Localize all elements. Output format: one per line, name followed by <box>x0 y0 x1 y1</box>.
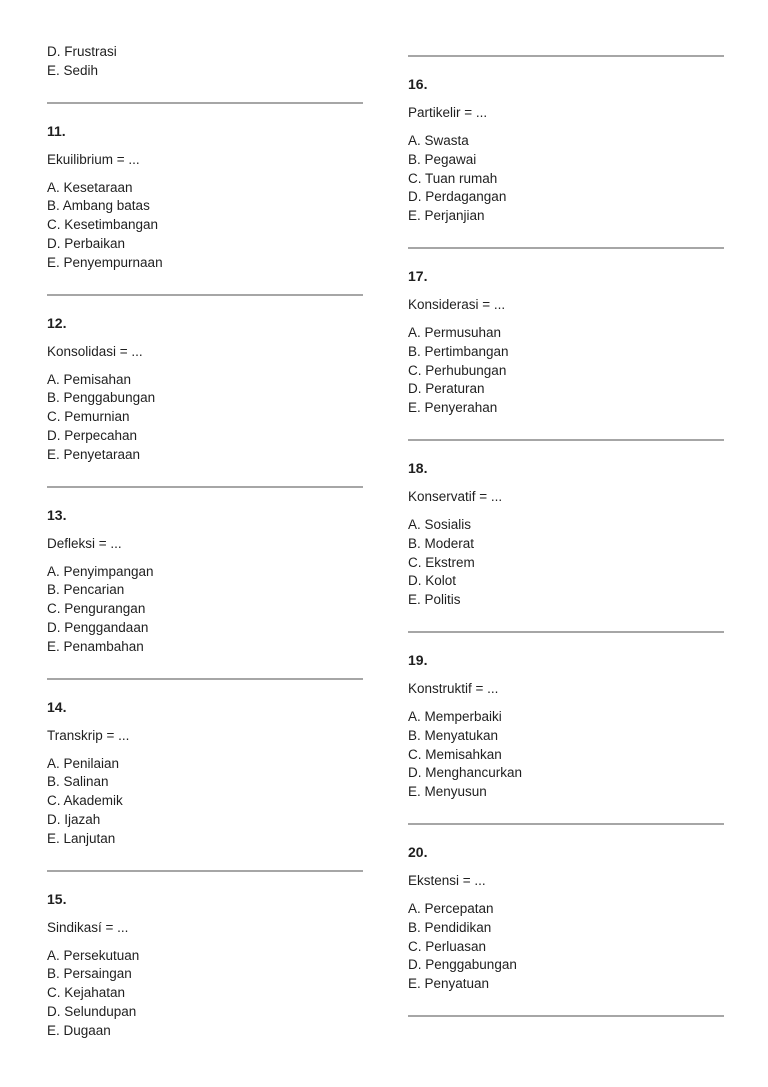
question-separator <box>47 678 363 680</box>
question-block <box>408 267 724 418</box>
question-prompt: Konservatif = ... <box>408 488 503 504</box>
column-right <box>408 43 724 1035</box>
question-number: 17. <box>408 267 428 284</box>
option-item: A. Pemisahan <box>47 371 132 387</box>
question-block <box>408 651 724 802</box>
question-separator <box>408 823 724 825</box>
option-item: B. Pencarian <box>47 582 125 598</box>
question-number: 13. <box>47 506 67 523</box>
option-item: C. Ekstrem <box>408 554 475 570</box>
option-item: B. Menyatukan <box>408 727 499 743</box>
question-separator <box>408 1015 724 1017</box>
option-item: C. Pengurangan <box>47 601 146 617</box>
question-separator <box>408 55 724 57</box>
option-item: B. Salinan <box>47 774 109 790</box>
question-separator <box>47 294 363 296</box>
option-item: E. Penambahan <box>47 638 144 654</box>
option-item: C. Kesetimbangan <box>47 217 159 233</box>
question-separator <box>408 247 724 249</box>
question-prompt: Ekuilibrium = ... <box>47 151 140 167</box>
column-left <box>47 43 363 1041</box>
option-item: C. Kejahatan <box>47 985 126 1001</box>
question-block <box>408 843 724 994</box>
question-number: 11. <box>47 122 66 139</box>
question-separator <box>47 486 363 488</box>
option-item: B. Pendidikan <box>408 919 492 935</box>
question-prompt: Sindikasí = ... <box>47 919 129 935</box>
option-item: D. Ijazah <box>47 811 101 827</box>
option-item: D. Penggandaan <box>47 619 149 635</box>
option-item: C. Memisahkan <box>408 746 502 762</box>
option-item: C. Perluasan <box>408 938 487 954</box>
option-item: D. Perpecahan <box>47 427 138 443</box>
option-item: C. Pemurnian <box>47 409 130 425</box>
question-separator <box>408 439 724 441</box>
question-block <box>47 506 363 657</box>
option-list <box>408 132 724 226</box>
question-block <box>47 314 363 465</box>
option-item: A. Penyimpangan <box>47 563 154 579</box>
option-list <box>47 179 363 273</box>
option-item: D. Frustrasi <box>47 44 117 59</box>
option-list <box>408 516 724 610</box>
question-prompt: Partikelir = ... <box>408 105 488 120</box>
option-item: E. Menyusun <box>408 784 487 800</box>
option-item: E. Lanjutan <box>47 830 116 846</box>
question-prompt: Konsiderasi = ... <box>408 296 506 312</box>
option-item: E. Dugaan <box>47 1022 111 1038</box>
option-list <box>408 708 724 802</box>
option-item: C. Perhubungan <box>408 362 507 378</box>
question-block <box>47 890 363 1041</box>
question-number: 14. <box>47 698 67 715</box>
question-block <box>47 122 363 273</box>
option-list <box>47 755 363 849</box>
option-item: B. Pertimbangan <box>408 343 509 359</box>
previous-question-options <box>47 43 363 81</box>
question-prompt: Ekstensi = ... <box>408 872 486 888</box>
option-item: A. Sosialis <box>408 516 472 532</box>
question-prompt: Defleksi = ... <box>47 535 122 551</box>
option-list <box>47 563 363 657</box>
option-item: A. Persekutuan <box>47 947 140 963</box>
question-number: 16. <box>408 76 428 92</box>
question-prompt: Konstruktif = ... <box>408 680 499 696</box>
option-item: E. Perjanjian <box>408 208 485 224</box>
question-number: 20. <box>408 843 428 860</box>
option-item: B. Penggabungan <box>47 390 156 406</box>
option-item: E. Sedih <box>47 62 99 78</box>
option-item: A. Percepatan <box>408 900 494 916</box>
option-item: E. Penyatuan <box>408 976 490 992</box>
option-item: E. Politis <box>408 592 461 608</box>
option-item: D. Perdagangan <box>408 189 507 205</box>
option-item: B. Moderat <box>408 535 475 551</box>
option-item: E. Penyempurnaan <box>47 254 163 270</box>
option-item: D. Selundupan <box>47 1003 137 1019</box>
option-list <box>408 324 724 418</box>
option-item: C. Akademik <box>47 793 123 809</box>
question-separator <box>47 102 363 104</box>
option-item: A. Penilaian <box>47 755 120 771</box>
question-prompt: Konsolidasi = ... <box>47 343 143 359</box>
option-item: D. Penggabungan <box>408 957 517 973</box>
question-number: 18. <box>408 459 428 476</box>
option-item: D. Menghancurkan <box>408 765 523 781</box>
option-item: B. Ambang batas <box>47 198 150 214</box>
option-item: E. Penyerahan <box>408 400 498 416</box>
option-item: B. Persaingan <box>47 966 132 982</box>
option-item: B. Pegawai <box>408 151 477 167</box>
question-block <box>408 75 724 226</box>
question-separator <box>47 870 363 872</box>
option-item: A. Swasta <box>408 133 469 148</box>
option-item: A. Permusuhan <box>408 324 502 340</box>
option-list <box>408 900 724 994</box>
question-prompt: Transkrip = ... <box>47 727 130 743</box>
question-separator <box>408 631 724 633</box>
option-item: D. Perbaikan <box>47 235 126 251</box>
question-number: 19. <box>408 651 428 668</box>
option-list <box>47 947 363 1041</box>
question-number: 15. <box>47 890 67 907</box>
option-item: A. Kesetaraan <box>47 179 133 195</box>
option-item: D. Peraturan <box>408 381 485 397</box>
option-item: A. Memperbaiki <box>408 708 502 724</box>
option-item: E. Penyetaraan <box>47 446 141 462</box>
question-number: 12. <box>47 314 67 331</box>
option-item: C. Tuan rumah <box>408 170 498 186</box>
question-block <box>408 459 724 610</box>
question-block <box>47 698 363 849</box>
option-item: D. Kolot <box>408 573 457 589</box>
option-list <box>47 371 363 465</box>
